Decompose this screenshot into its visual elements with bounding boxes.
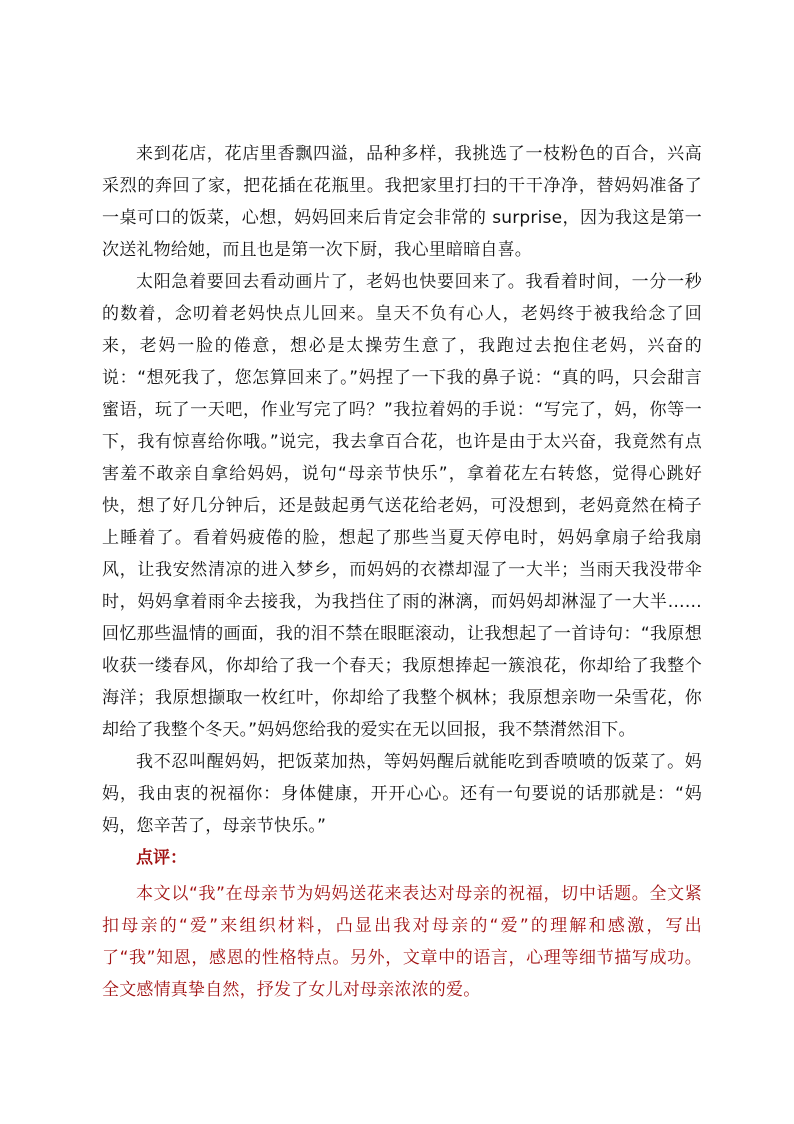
article-paragraph-1: 来到花店，花店里香飘四溢，品种多样，我挑选了一枝粉色的百合，兴高采烈的奔回了家，把花插在花瓶里。我把家里打扫的干干净净，替妈妈准备了一桌可口的饭菜，心想，妈妈回来后肯定会非常的 surprise，因为我这是第一次送礼物给她，而且也是第一次下厨，我心里暗暗自喜。 bbox=[102, 144, 702, 260]
article-body bbox=[102, 138, 702, 842]
review-section bbox=[102, 842, 702, 1006]
article-paragraph-2: 太阳急着要回去看动画片了，老妈也快要回来了。我看着时间，一分一秒的数着，念叨着老妈快点儿回来。皇天不负有心人，老妈终于被我给念了回来，老妈一脸的倦意，想必是太操劳生意了，我跑过去抱住老妈，兴奋的说：“想死我了，您怎算回来了。”妈捏了一下我的鼻子说：“真的吗，只会甜言蜜语，玩了一天吧，作业写完了吗？”我拉着妈的手说：“写完了，妈，你等一下，我有惊喜给你哦。”说完，我去拿百合花，也许是由于太兴奋，我竟然有点害羞不敢亲自拿给妈妈，说句“母亲节快乐”，拿着花左右转悠，觉得心跳好快，想了好几分钟后，还是鼓起勇气送花给老妈，可没想到，老妈竟然在椅子上睡着了。看着妈疲倦的脸，想起了那些当夏天停电时，妈妈拿扇子给我扇风，让我安然清凉的进入梦乡，而妈妈的衣襟却湿了一大半；当雨天我没带伞时，妈妈拿着雨伞去接我，为我挡住了雨的淋漓，而妈妈却淋湿了一大半……回忆那些温情的画面，我的泪不禁在眼眶滚动，让我想起了一首诗句：“我原想收获一缕春风，你却给了我一个春天；我原想捧起一簇浪花，你却给了我整个海洋；我原想撷取一枚红叶，你却给了我整个枫林；我原想亲吻一朵雪花，你却给了我整个冬天。”妈妈您给我的爱实在无以回报，我不禁潸然泪下。 bbox=[102, 272, 702, 740]
review-body: 本文以“我”在母亲节为妈妈送花来表达对母亲的祝福，切中话题。全文紧扣母亲的“爱”来组织材料，凸显出我对母亲的“爱”的理解和感激，写出了“我”知恩，感恩的性格特点。另外，文章中的语言，心理等细节描写成功。全文感情真挚自然，抒发了女儿对母亲浓浓的爱。 bbox=[102, 884, 702, 1000]
article-paragraph-3: 我不忍叫醒妈妈，把饭菜加热，等妈妈醒后就能吃到香喷喷的饭菜了。妈妈，我由衷的祝福你：身体健康，开开心心。还有一句要说的话那就是：“妈妈，您辛苦了，母亲节快乐。” bbox=[102, 752, 702, 836]
review-title: 点评： bbox=[136, 848, 187, 868]
